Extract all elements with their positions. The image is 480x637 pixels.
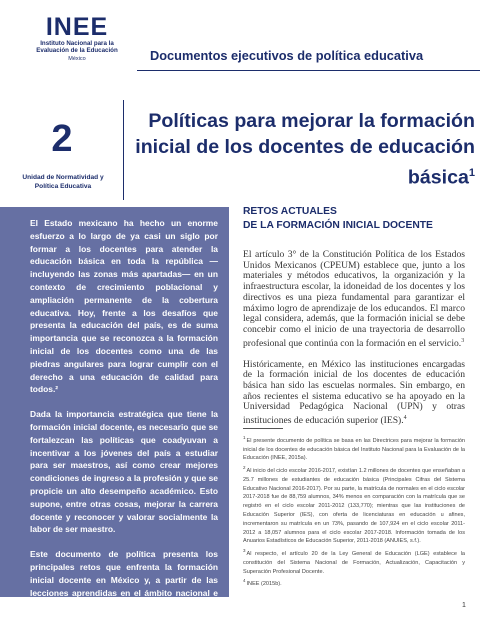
footnote-ref: 3 (461, 337, 465, 344)
logo-country: México (68, 56, 86, 62)
footnote (243, 434, 465, 463)
summary-paragraph: El Estado mexicano ha hecho un enorme esfuerzo a lo largo de ya casi un siglo por formar a los docentes para atender la educación básica en toda la república —incluyendo las zonas más apartadas— en un contexto de crecimiento poblacional y ampliación permanente de la cobertura educativa. Hoy, frente a los desafíos que presenta la educación del país, es de suma importancia que se reconozca a la formación inicial de los docentes como una de las piedras angulares para lograr cumplir con el derecho a una educación de calidad para todos.² (30, 218, 218, 395)
section-heading (243, 205, 463, 233)
footnotes (243, 434, 465, 590)
vertical-divider (123, 100, 124, 200)
series-title: Documentos ejecutivos de política educativa (150, 48, 424, 63)
footnote (243, 464, 465, 546)
body-text (243, 250, 465, 437)
footnote-number: 4 (243, 578, 246, 584)
document-number: 2 (51, 118, 73, 160)
footnote-ref: 4 (403, 415, 407, 422)
footnote-text: Al inicio del ciclo escolar 2016-2017, existían 1.2 millones de docentes que enseñaban a 25.7 millones de estudiantes de educación básica (Principales Cifras del Sistema Educativo Nacional 2016-2017). Por su parte, la matrícula de normales en el ciclo escolar 2017-2018 fue de 88,759 alumnos, 34% menos en comparación con la matrícula que se registró en el ciclo escolar 2011-2012 (133,770); mientras que las instituciones de Educación Superior (IES), con oferta de licenciaturas en educación u afines, incrementaron su matrícula en un 73%, pasando de 107,924 en el ciclo escolar 2011-2012 a 18,057 alumnos para el ciclo escolar 2017-2018. Información tomada de los Anuarios Estadísticos de Educación Superior, 2011-2018 (ANUIES, s.f.). (243, 468, 465, 545)
footnote-number: 2 (243, 465, 246, 471)
logo-mark: INEE (45, 13, 109, 41)
logo-subtitle: Instituto Nacional para la Evaluación de la Educación (36, 40, 118, 54)
footnote-number: 1 (243, 435, 246, 440)
header-divider (137, 70, 480, 71)
footnote (243, 547, 465, 576)
page-number: 1 (462, 602, 466, 609)
section-heading-line2: DE LA FORMACIÓN INICIAL DOCENTE (243, 220, 433, 231)
footnote-text: Al respecto, el artículo 20 de la Ley General de Educación (LGE) establece la constitución del Sistema Nacional de Formación, Actualización, Capacitación y Superación Profesional Docente. (243, 551, 465, 575)
inee-logo (28, 14, 126, 62)
body-paragraph-text: Históricamente, en México las instituciones encargadas de la formación inicial de los docentes de educación básica han sido las escuelas normales. Sin embargo, en años recientes el sistema educativo se ha apoyado en la Universidad Pedagógica Nacional (UPN) y otras instituciones de educación superior (IES). (243, 358, 465, 427)
summary-text (30, 217, 218, 637)
summary-paragraph: Este documento de política presenta los principales retos que enfrenta la formación inicial docente en México y, a partir de las lecciones aprendidas en el ámbito nacional e internacional, se plantean recomendaciones para trazar rutas de mejora continua. (30, 549, 218, 624)
footnote (243, 577, 465, 589)
unit-label: Unidad de Normatividad y Política Educativa (22, 174, 104, 190)
footnote-divider (243, 428, 283, 429)
summary-paragraph: Dada la importancia estratégica que tiene la formación inicial docente, es necesario que se fortalezcan las políticas que coadyuvan a incentivar a los jóvenes del país a estudiar para ser maestros, así como crear mejores condiciones de ingreso a la profesión y que se propicie un alto desempeño académico. Esto supone, entre otras cosas, mejorar la carrera docente y reconocer y valorar socialmente la labor de ser maestro. (30, 409, 218, 535)
body-paragraph-text: El artículo 3° de la Constitución Política de los Estados Unidos Mexicanos (CPEUM) establece que, junto a los materiales y métodos educativos, la organización y la infraestructura escolar, la idoneidad de los docentes y los directivos es una pieza fundamental para garantizar el máximo logro de aprendizaje de los educandos. El marco legal considera, además, que la formación inicial se debe concebir como el inicio de una trayectoria de desarrollo profesional que continúa con la formación en el servicio. (243, 249, 465, 349)
body-paragraph (243, 360, 465, 427)
title-footnote-ref: 1 (468, 167, 475, 179)
page-title (130, 108, 475, 191)
footnote-text: El presente documento de política se basa en las Directrices para mejorar la formación inicial de los docentes de educación básica del Instituto Nacional para la Evaluación de la Educación (INEE, 2015a). (243, 437, 465, 462)
title-text: Políticas para mejorar la formación inicial de los docentes de educación básica (135, 110, 475, 189)
section-heading-line1: RETOS ACTUALES (243, 206, 337, 217)
body-paragraph (243, 250, 465, 350)
footnote-number: 3 (243, 548, 246, 554)
footnote-text: INEE (2015b). (246, 581, 282, 588)
